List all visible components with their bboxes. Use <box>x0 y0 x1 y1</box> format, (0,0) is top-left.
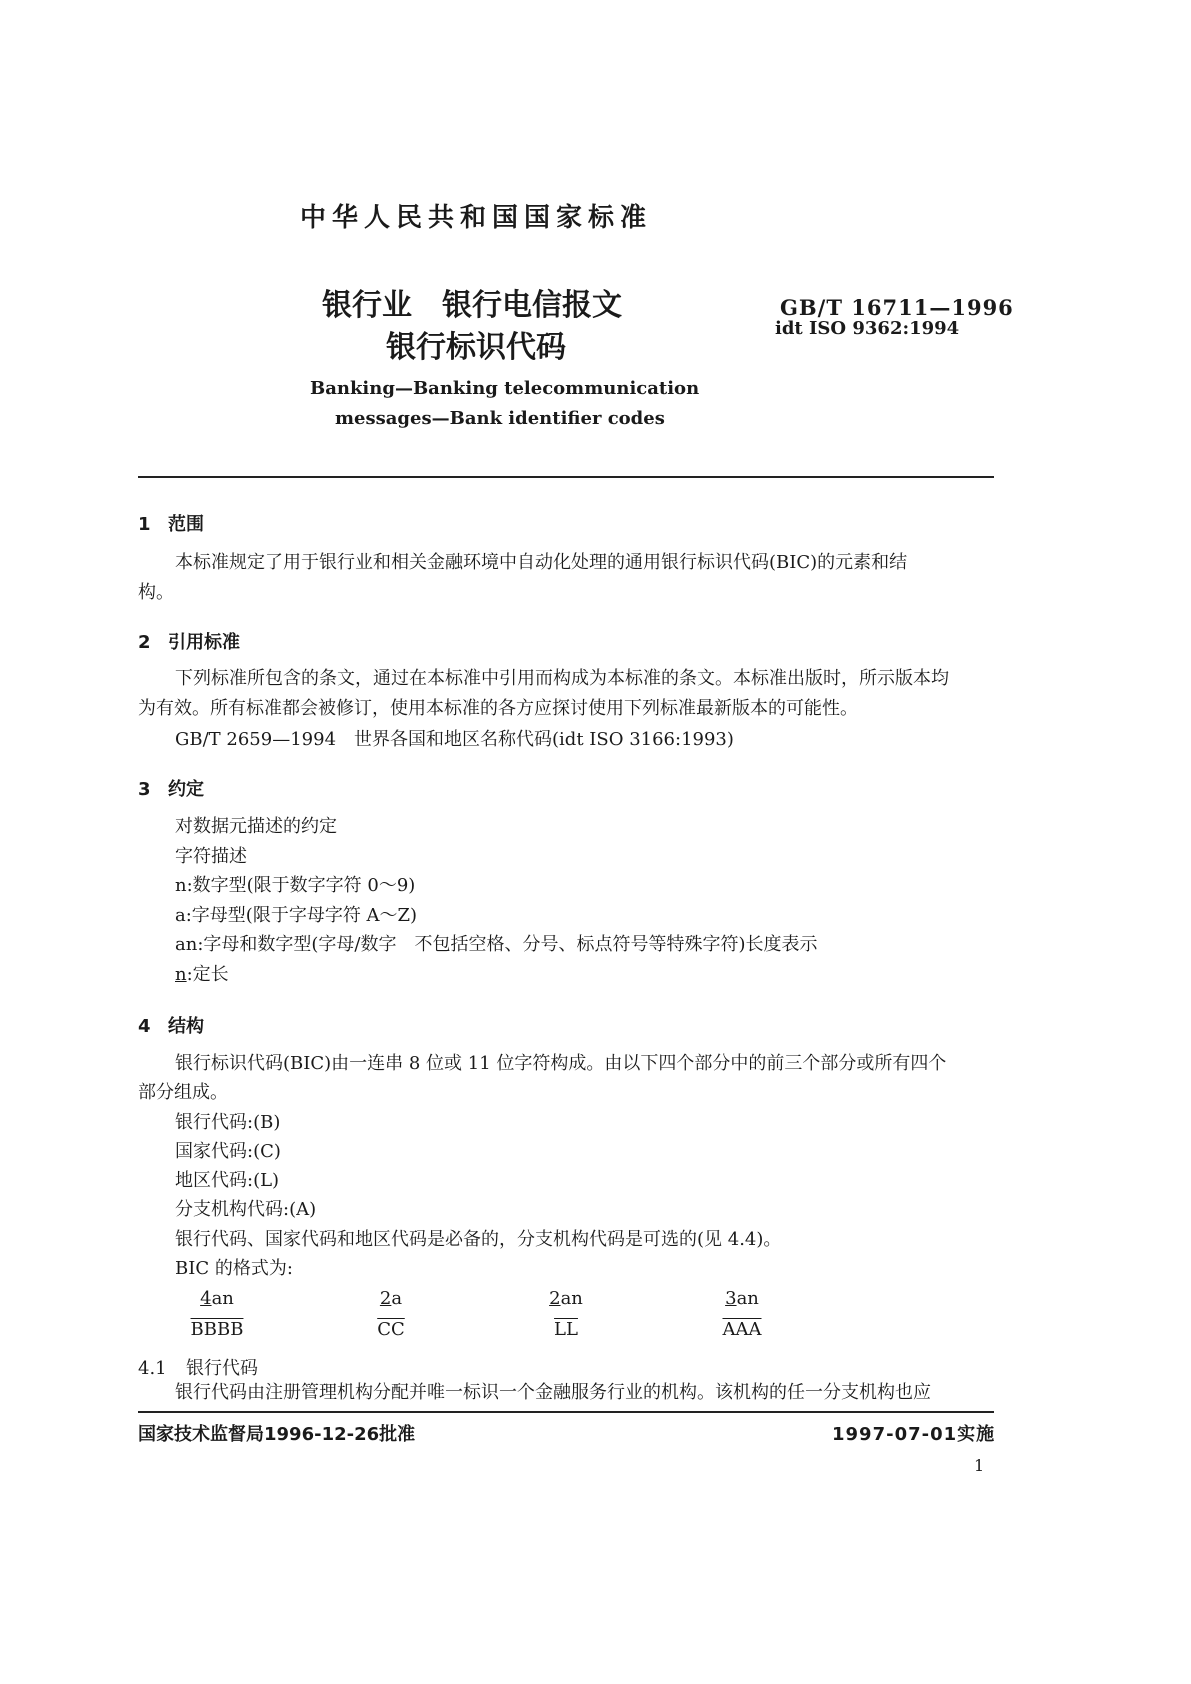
format-length-type: an <box>560 1288 583 1309</box>
section-1-paragraph-line1: 本标准规定了用于银行业和相关金融环境中自动化处理的通用银行标识代码(BIC)的元素和结 <box>175 552 908 573</box>
section-title: 结构 <box>168 1016 204 1037</box>
format-length-number: 4 <box>200 1288 212 1309</box>
section-4-paragraph-line2: 部分组成。 <box>138 1082 228 1103</box>
section-2-heading <box>138 628 240 654</box>
bic-format-location <box>548 1288 584 1340</box>
section-2-reference: GB/T 2659—1994 世界各国和地区名称代码(idt ISO 3166:1993) <box>175 729 734 750</box>
effective-date: 1997-07-01实施 <box>832 1424 996 1445</box>
bic-format-branch <box>718 1288 766 1340</box>
format-placeholder: BBBB <box>190 1319 244 1340</box>
section-title: 约定 <box>168 779 204 800</box>
section-1-paragraph-line2: 构。 <box>138 582 174 603</box>
section-4-note: 银行代码、国家代码和地区代码是必备的，分支机构代码是可选的(见 4.4)。 <box>175 1229 782 1250</box>
national-standard-heading: 中华人民共和国国家标准 <box>300 203 653 233</box>
english-title-line2: messages—Bank identifier codes <box>335 408 665 429</box>
section-3-line: n:数字型(限于数字字符 0～9) <box>175 875 416 896</box>
section-4-item: 地区代码:(L) <box>175 1170 280 1191</box>
section-2-paragraph-line1: 下列标准所包含的条文，通过在本标准中引用而构成为本标准的条文。本标准出版时，所示版本均 <box>175 668 949 689</box>
section-number: 4.1 <box>138 1358 167 1379</box>
fixed-length-symbol: n <box>175 964 187 985</box>
section-4-paragraph-line1: 银行标识代码(BIC)由一连串 8 位或 11 位字符构成。由以下四个部分中的前三个部分或所有四个 <box>175 1053 947 1074</box>
header-divider <box>138 476 994 478</box>
section-3-line: 对数据元描述的约定 <box>175 816 337 837</box>
page-number: 1 <box>974 1456 985 1475</box>
idt-reference: idt ISO 9362:1994 <box>775 318 960 339</box>
format-length-number: 2 <box>549 1288 561 1309</box>
section-4-item: 国家代码:(C) <box>175 1141 281 1162</box>
section-title: 范围 <box>168 514 204 535</box>
english-title-line1: Banking—Banking telecommunication <box>310 378 700 399</box>
format-length-number: 3 <box>725 1288 737 1309</box>
format-length <box>376 1288 406 1309</box>
section-title: 银行代码 <box>186 1358 258 1379</box>
section-number: 4 <box>138 1016 151 1037</box>
format-placeholder: $\overline{AAA}$ <box>722 1319 762 1340</box>
standard-code: GB/T 16711—1996 <box>780 295 1014 320</box>
section-3-line: 字符描述 <box>175 846 247 867</box>
bic-format-country <box>376 1288 406 1340</box>
footer-divider <box>138 1411 994 1413</box>
format-length-type: an <box>736 1288 759 1309</box>
format-placeholder: $\overline{LL}$ <box>554 1319 578 1340</box>
bic-format-label: BIC 的格式为: <box>175 1258 293 1279</box>
bic-format-bank <box>190 1288 244 1340</box>
section-3-line: a:字母型(限于字母字符 A～Z) <box>175 905 418 926</box>
section-3-fixed-length <box>175 966 229 984</box>
section-number: 3 <box>138 779 151 800</box>
section-2-paragraph-line2: 为有效。所有标准都会被修订，使用本标准的各方应探讨使用下列标准最新版本的可能性。 <box>138 698 858 719</box>
format-length-number: 2 <box>379 1288 392 1309</box>
section-4-1-heading <box>138 1354 258 1380</box>
format-length <box>718 1288 766 1309</box>
format-length-type: a <box>391 1288 403 1309</box>
section-4-heading <box>138 1012 204 1038</box>
section-3-line: an:字母和数字型(字母/数字 不包括空格、分号、标点符号等特殊字符)长度表示 <box>175 934 818 955</box>
section-4-item: 银行代码:(B) <box>175 1112 281 1133</box>
section-4-item: 分支机构代码:(A) <box>175 1199 317 1220</box>
section-1-heading <box>138 510 204 536</box>
section-4-1-paragraph-line1: 银行代码由注册管理机构分配并唯一标识一个金融服务行业的机构。该机构的任一分支机构也应 <box>175 1382 931 1403</box>
section-number: 2 <box>138 632 151 653</box>
format-length <box>548 1288 584 1309</box>
format-length-type: an <box>211 1288 234 1309</box>
section-3-heading <box>138 775 204 801</box>
format-placeholder: $\overline{CC}$ <box>377 1319 405 1340</box>
approval-statement: 国家技术监督局1996-12-26批准 <box>138 1424 416 1445</box>
fixed-length-desc: :定长 <box>186 964 229 985</box>
section-number: 1 <box>138 514 151 535</box>
document-title-line1: 银行业 银行电信报文 <box>322 288 622 323</box>
document-title-line2: 银行标识代码 <box>386 330 566 365</box>
section-title: 引用标准 <box>168 632 240 653</box>
format-length <box>190 1288 244 1309</box>
